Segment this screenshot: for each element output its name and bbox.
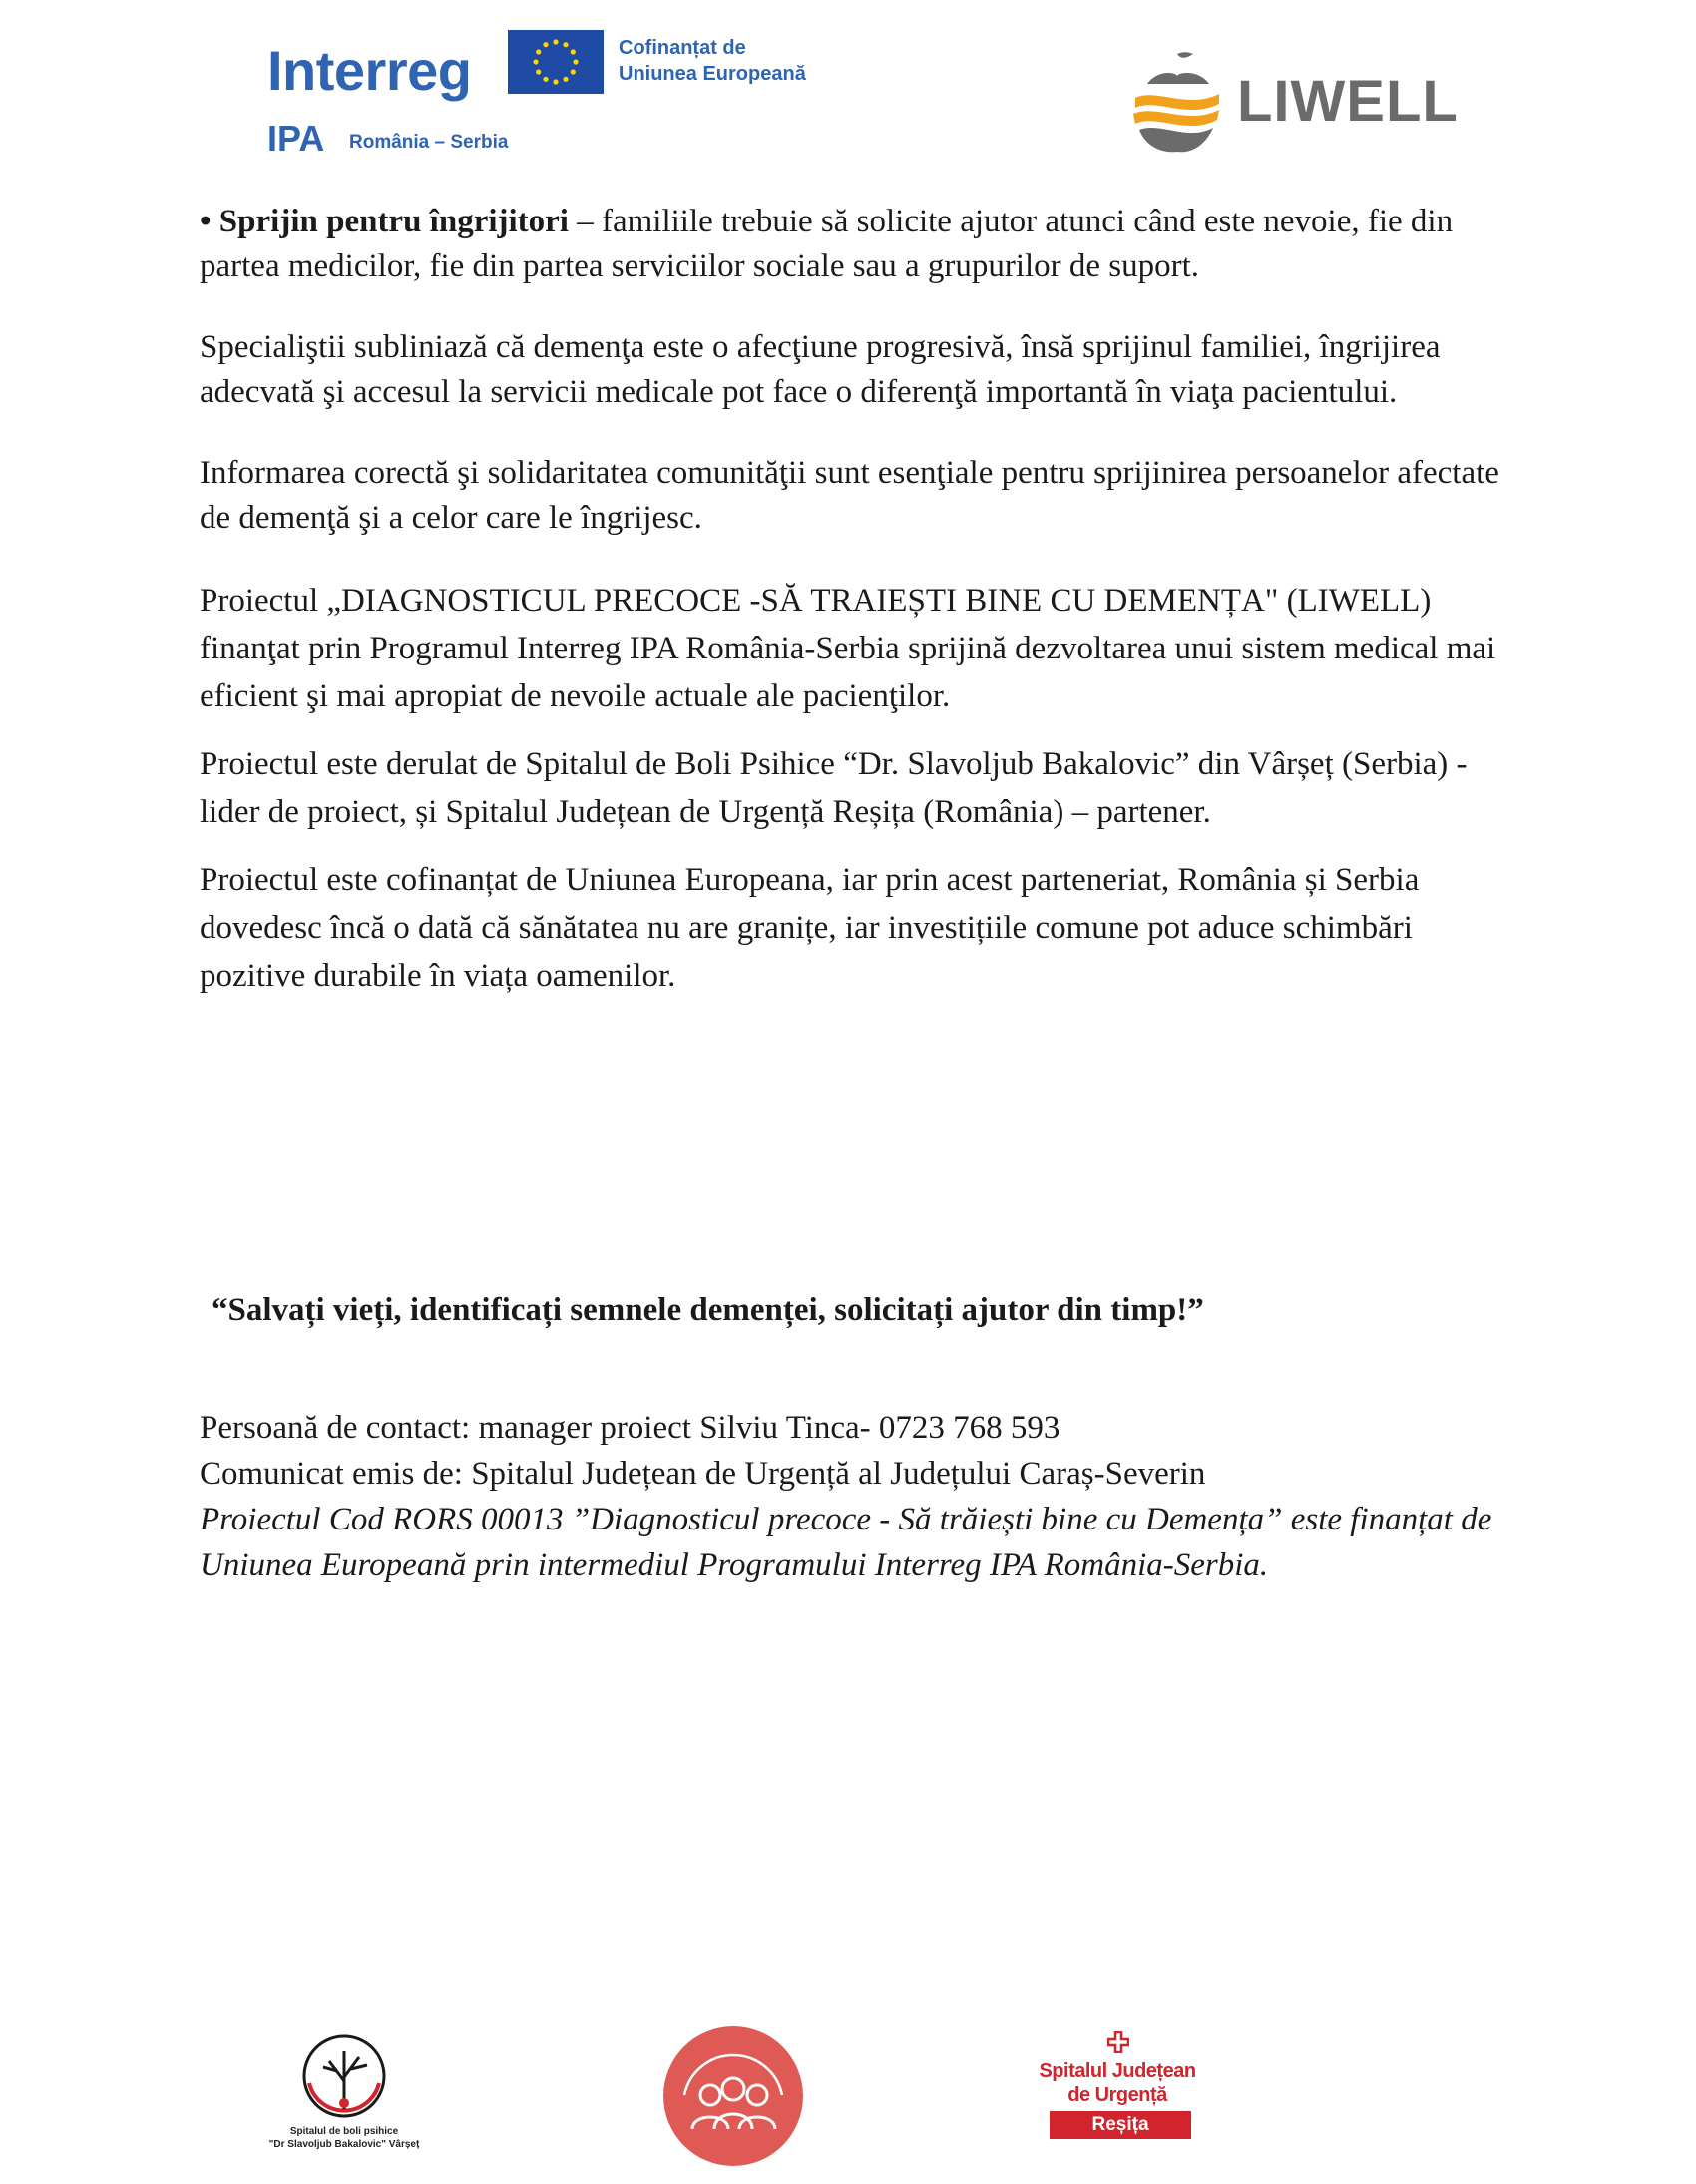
liwell-apple-icon <box>1127 48 1223 158</box>
project-funding-note: Proiectul Cod RORS 00013 ”Diagnosticul precoce - Să trăiești bine cu Demența” este finanțat de Uniunea Europeană prin intermediul Programului Interreg IPA România-Serbia. <box>200 1502 1492 1583</box>
eu-cofinancing-label <box>619 35 806 87</box>
issued-by: Comunicat emis de: Spitalul Județean de Urgență al Județului Caraș-Severin <box>200 1456 1206 1492</box>
cofinancing-paragraph: Proiectul este cofinanțat de Uniunea Europeana, iar prin acest parteneriat, România și Serbia dovedesc încă o dată că sănătatea nu are granițe, iar investițiile comune pot aduce schimbări pozitive durabile în viața oamenilor. <box>200 862 1420 994</box>
partners-paragraph: Proiectul este derulat de Spitalul de Boli Psihice “Dr. Slavoljub Bakalovic” din Vârșeț (Serbia) - lider de proiect, și Spitalul Județean de Urgență Reșița (România) – partener. <box>200 746 1468 830</box>
eu-flag-icon <box>508 30 604 94</box>
people-group-icon <box>662 2025 804 2167</box>
red-cross-icon <box>1107 2031 1129 2053</box>
project-paragraph: Proiectul „DIAGNOSTICUL PRECOCE -SĂ TRAIEȘTI BINE CU DEMENȚA" (LIWELL) finanţat prin Programul Interreg IPA România-Serbia sprijină dezvoltarea unui sistem medical mai eficient şi mai apropiat de nevoile actuale ale pacienţilor. <box>200 583 1496 714</box>
ipa-logo-text: IPA <box>267 118 325 159</box>
psychiatric-hospital-caption <box>249 2125 439 2151</box>
information-paragraph: Informarea corectă şi solidaritatea comunităţii sunt esenţiale pentru sprijinirea persoanelor afectate de demenţă şi a celor care le îngrijesc. <box>200 455 1499 536</box>
foot-cap3-line2: de Urgență <box>1067 2084 1167 2106</box>
caregiver-support-paragraph <box>200 200 1516 289</box>
program-region-label: România – Serbia <box>349 132 509 153</box>
article-body <box>200 200 1516 1000</box>
contact-block <box>200 1405 1516 1588</box>
eu-text-line2: Uniunea Europeană <box>619 63 806 85</box>
contact-person: Persoană de contact: manager proiect Silviu Tinca- 0723 768 593 <box>200 1410 1060 1446</box>
bullet-text: – familiile trebuie să solicite ajutor atunci când este nevoie, fie din partea medicilor, fie din partea serviciilor sociale sau a grupurilor de suport. <box>200 204 1454 284</box>
foot-cap1-line1: Spitalul de boli psihice <box>289 2126 399 2137</box>
foot-cap1-line2: "Dr Slavoljub Bakalovic" Vârșeț <box>268 2139 420 2150</box>
resita-label: Reșița <box>1050 2111 1191 2139</box>
liwell-logo-text: LIWELL <box>1237 69 1459 134</box>
slogan: “Salvați vieți, identificați semnele demenței, solicitați ajutor din timp!” <box>212 1292 1204 1328</box>
bullet-heading: • Sprijin pentru îngrijitori <box>200 204 569 239</box>
interreg-logo-text: Interreg <box>267 39 472 102</box>
county-hospital-logo-text <box>1038 2059 1197 2107</box>
psychiatric-hospital-tree-logo-icon <box>299 2031 389 2121</box>
specialists-paragraph: Specialiştii subliniază că demenţa este o afecţiune progresivă, însă sprijinul familiei, îngrijirea adecvată şi accesul la servicii medicale pot face o diferenţă importantă în viaţa pacientului. <box>200 329 1441 410</box>
foot-cap3-line1: Spitalul Județean <box>1039 2060 1196 2082</box>
eu-text-line1: Cofinanțat de <box>619 37 746 59</box>
